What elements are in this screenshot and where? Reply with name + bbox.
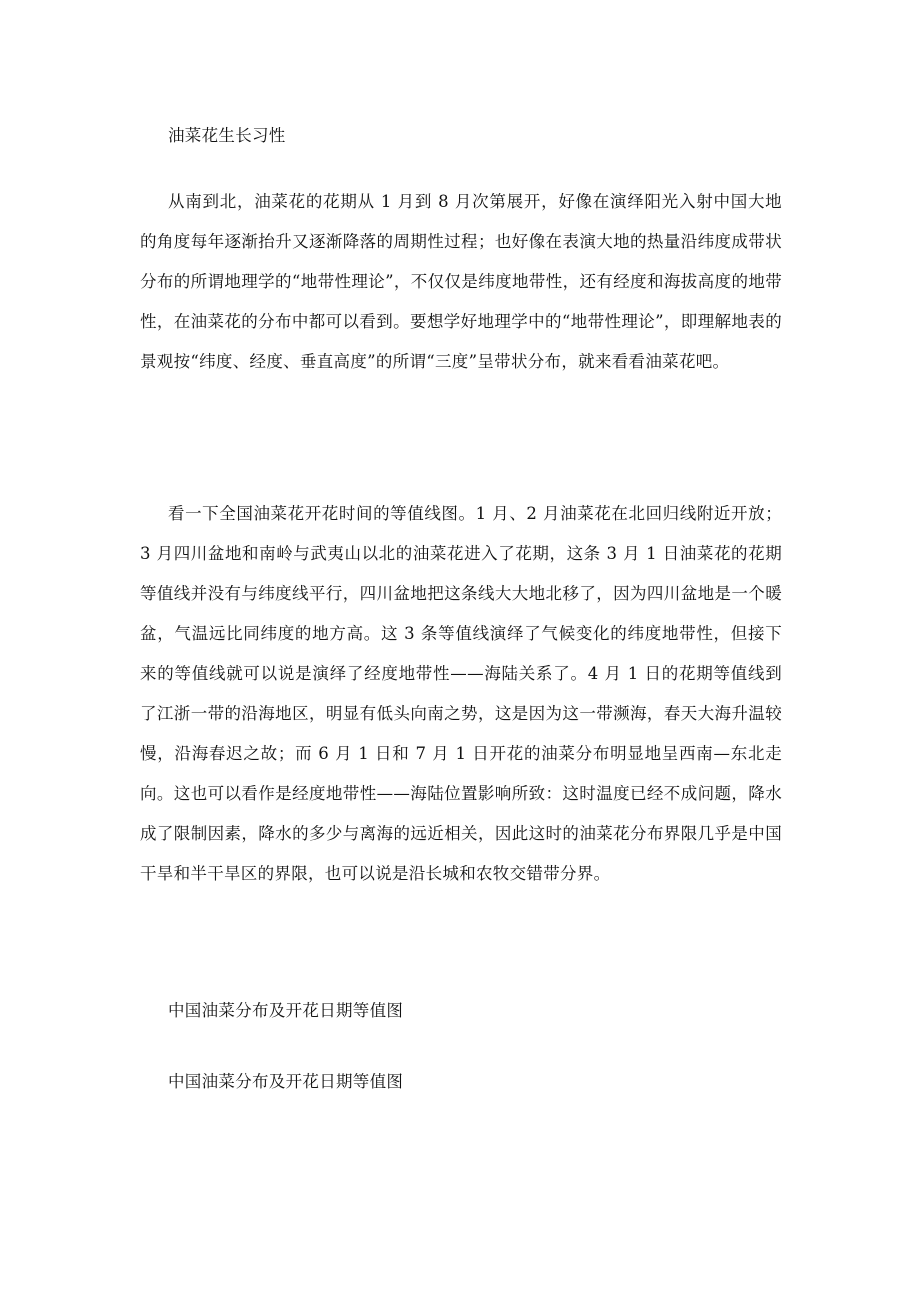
figure-caption-2: 中国油菜分布及开花日期等值图 <box>168 1072 404 1091</box>
figure-caption-1: 中国油菜分布及开花日期等值图 <box>168 1001 404 1020</box>
paragraph-1: 从南到北，油菜花的花期从 1 月到 8 月次第展开，好像在演绎阳光入射中国大地的角度每年逐渐抬升又逐渐降落的周期性过程；也好像在表演大地的热量沿纬度成带状分布的所谓地理学的“地带性理论”，不仅仅是纬度地带性，还有经度和海拔高度的地带性，在油菜花的分布中都可以看到。要想学好地理学中的“地带性理论”，即理解地表的景观按“纬度、经度、垂直高度”的所谓“三度”呈带状分布，就来看看油菜花吧。 <box>140 192 782 371</box>
paragraph-2: 看一下全国油菜花开花时间的等值线图。1 月、2 月油菜花在北回归线附近开放；3 月四川盆地和南岭与武夷山以北的油菜花进入了花期，这条 3 月 1 日油菜花的花期等值线并没有与纬度线平行，四川盆地把这条线大大地北移了，因为四川盆地是一个暖盆，气温远比同纬度的地方高。这 3 条等值线演绎了气候变化的纬度地带性，但接下来的等值线就可以说是演绎了经度地带性——海陆关系了。4 月 1 日的花期等值线到了江浙一带的沿海地区，明显有低头向南之势，这是因为这一带濒海，春天大海升温较慢，沿海春迟之故；而 6 月 1 日和 7 月 1 日开花的油菜分布明显地呈西南—东北走向。这也可以看作是经度地带性——海陆位置影响所致：这时温度已经不成问题，降水成了限制因素，降水的多少与离海的远近相关，因此这时的油菜花分布界限几乎是中国干旱和半干旱区的界限，也可以说是沿长城和农牧交错带分界。 <box>140 504 782 883</box>
document-title: 油菜花生长习性 <box>168 126 286 145</box>
